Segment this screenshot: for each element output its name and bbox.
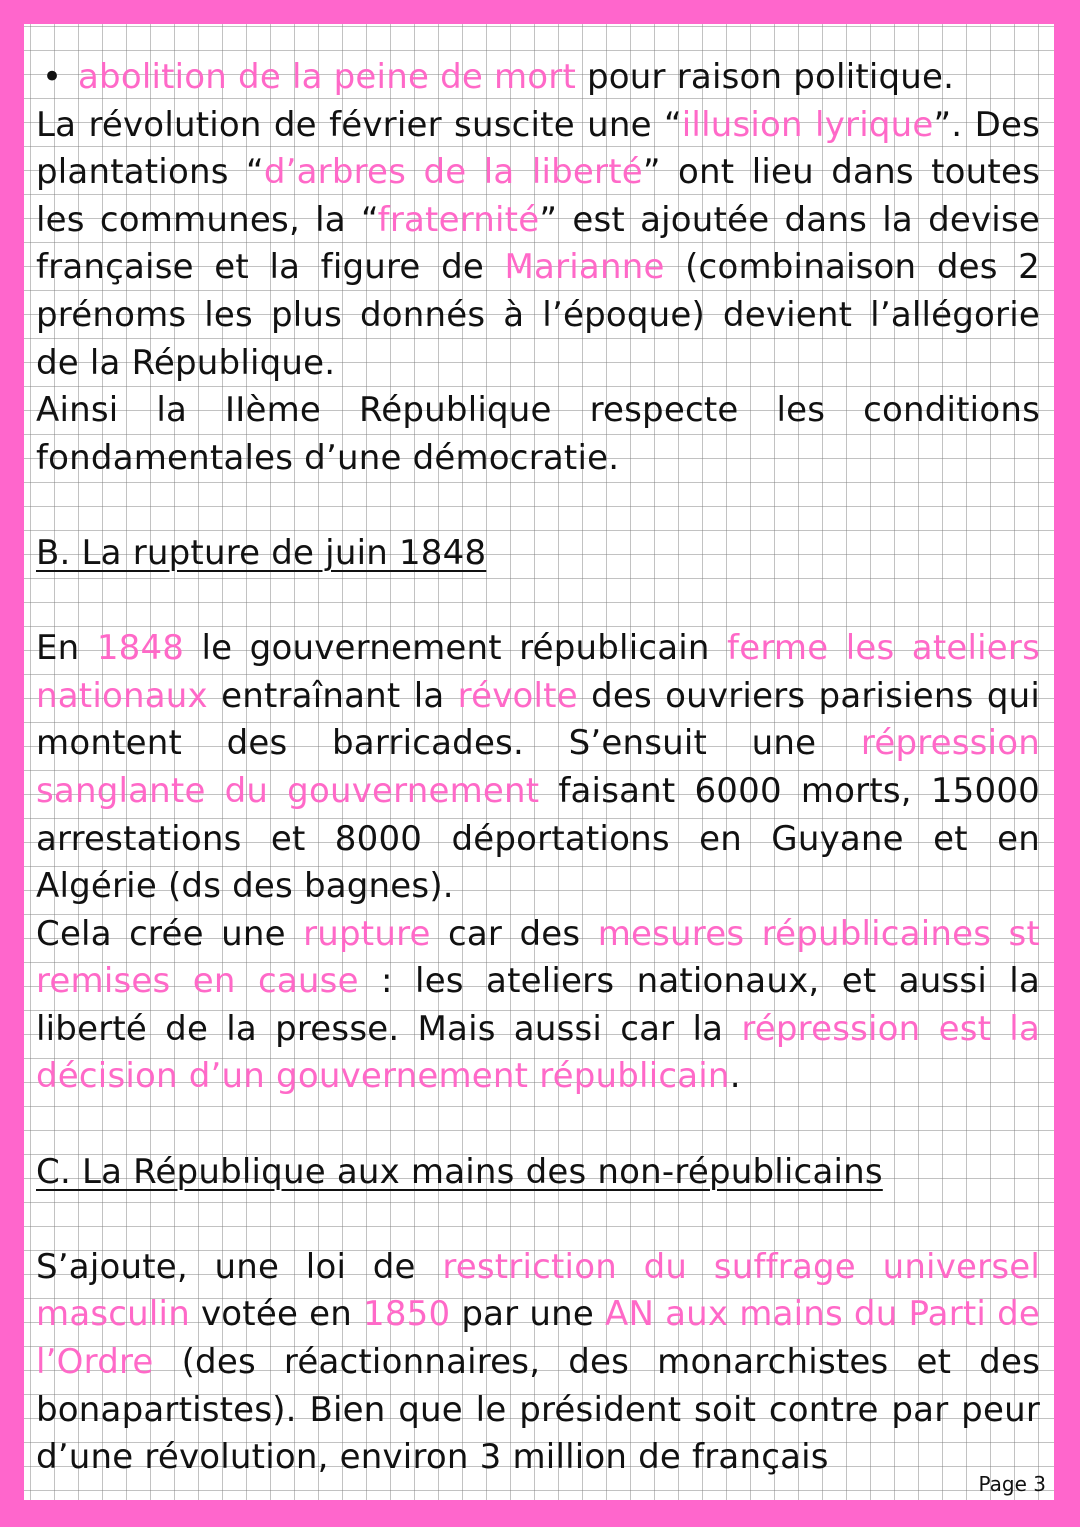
body-text: Cela crée une <box>36 913 304 954</box>
page-content <box>36 54 1040 1482</box>
paragraph-juin-1848 <box>36 625 1040 911</box>
notebook-page <box>24 24 1054 1500</box>
body-text: : les ateliers nationaux, et aussi la liberté de la presse. Mais aussi car la <box>36 961 1040 1049</box>
paragraph-revolution-fevrier <box>36 102 1040 388</box>
highlight-text: répression sanglante du gouvernement <box>36 723 1040 811</box>
body-text: ” ont lieu dans toutes les communes, la “ <box>36 152 1040 240</box>
highlight-text: illusion lyrique <box>681 104 934 145</box>
blank-line <box>36 1101 1040 1149</box>
highlight-text: d’arbres de la liberté <box>263 152 643 193</box>
body-text: faisant 6000 morts, 15000 arrestations et 8000 déportations en Guyane et en Algérie (ds des bagnes). <box>36 770 1040 907</box>
body-text: S’ajoute, une loi de <box>36 1246 443 1287</box>
body-text: le gouvernement républicain <box>184 628 728 669</box>
highlight-text: ferme les ateliers nationaux <box>36 628 1040 716</box>
highlight-text: restriction du suffrage universel masculin <box>36 1246 1041 1335</box>
highlight-text: AN aux mains du Parti de l’Ordre <box>36 1294 1040 1383</box>
highlight-text: mesures républicaines st remises en cause <box>36 913 1040 1002</box>
highlight-text: rupture <box>303 913 431 954</box>
body-text: des ouvriers parisiens qui montent des barricades. S’ensuit une <box>36 675 1040 764</box>
highlight-text: révolte <box>457 675 578 716</box>
body-text: entraînant la <box>207 675 458 716</box>
body-text: ” est ajoutée dans la devise française et la figure de <box>36 199 1040 288</box>
paragraph-rupture <box>36 911 1040 1101</box>
page-number: Page 3 <box>978 1472 1046 1496</box>
paragraph-suffrage <box>36 1244 1040 1482</box>
highlight-text: répression est la décision d’un gouvernement républicain <box>36 1008 1040 1097</box>
body-text: ”. Des plantations “ <box>36 104 1040 193</box>
bullet-marker: • <box>42 57 63 97</box>
highlight-text: 1848 <box>96 628 185 669</box>
body-text: (combinaison des 2 prénoms les plus donnés à l’époque) devient l’allégorie de la République. <box>36 247 1040 383</box>
highlight-text: abolition de la peine de mort <box>78 57 577 97</box>
body-text: votée en <box>189 1294 363 1335</box>
body-text: La révolution de février suscite une “ <box>36 104 682 145</box>
body-text: En <box>36 628 97 669</box>
section-heading-b: B. La rupture de juin 1848 <box>36 532 487 573</box>
highlight-text: 1850 <box>362 1294 451 1335</box>
highlight-text: Marianne <box>504 247 665 288</box>
blank-line <box>36 578 1040 626</box>
body-text: pour raison politique. <box>576 57 955 97</box>
section-heading-c: C. La République aux mains des non-républicains <box>36 1151 883 1192</box>
blank-line <box>36 1196 1040 1244</box>
bullet-item <box>36 54 1040 102</box>
body-text: . <box>729 1056 741 1097</box>
body-text: car des <box>430 913 598 954</box>
highlight-text: fraternité <box>377 199 540 240</box>
body-text: par une <box>450 1294 605 1335</box>
body-text: (des réactionnaires, des monarchistes et des bonapartistes). Bien que le président soit contre par peur d’une révolution, environ 3 million de français <box>36 1342 1040 1478</box>
blank-line <box>36 482 1040 530</box>
paragraph-conclusion: Ainsi la IIème République respecte les conditions fondamentales d’une démocratie. <box>36 390 1040 478</box>
